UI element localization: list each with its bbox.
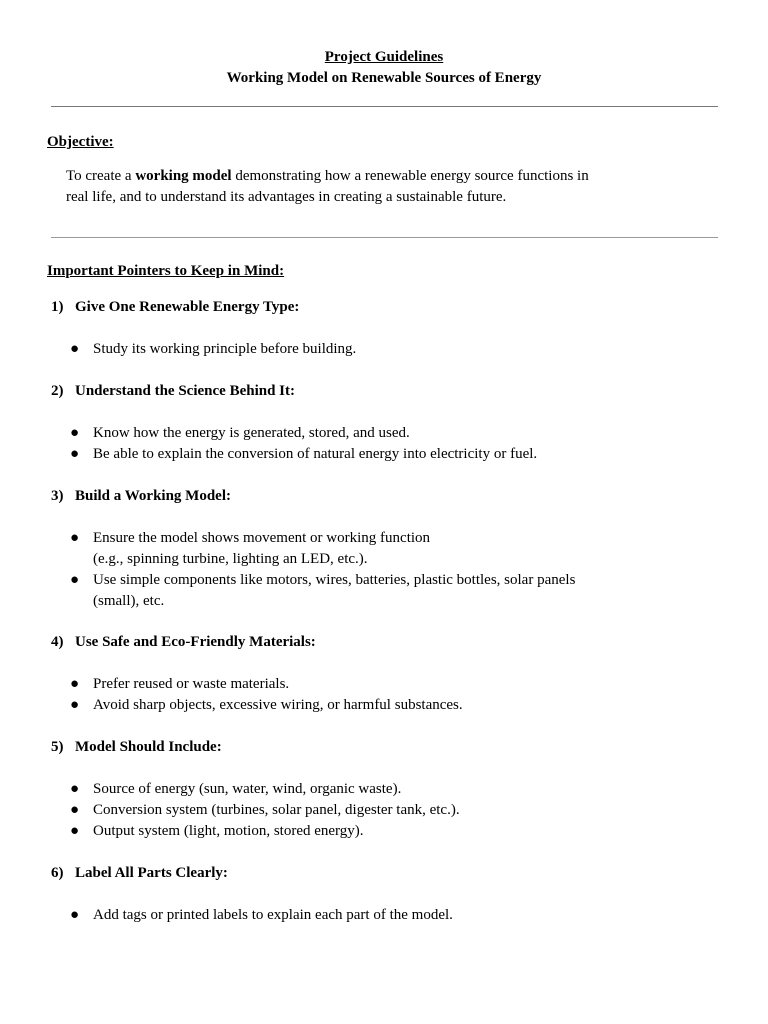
document-subtitle: Working Model on Renewable Sources of Energy [226, 70, 542, 86]
list-item-line: Ensure the model shows movement or working function [93, 530, 431, 546]
bullet-icon: ● [70, 781, 80, 797]
pointer-title: Label All Parts Clearly: [75, 865, 228, 881]
list-item-text [93, 800, 683, 821]
bullet-icon: ● [70, 530, 80, 546]
list-item-line: Conversion system (turbines, solar panel, digester tank, etc.). [93, 802, 460, 818]
list-item-text [93, 339, 683, 360]
pointer-heading [51, 632, 316, 652]
pointer-number: 4) [51, 634, 64, 650]
list-item-line: Add tags or printed labels to explain each part of the model. [93, 907, 453, 923]
list-item-line: Avoid sharp objects, excessive wiring, or harmful substances. [93, 697, 463, 713]
pointer-heading [51, 297, 299, 317]
list-item-text [93, 528, 683, 570]
list-item-line: Source of energy (sun, water, wind, organic waste). [93, 781, 402, 797]
list-item-line: Study its working principle before building. [93, 341, 357, 357]
bullet-icon: ● [70, 572, 80, 588]
list-item-line: (e.g., spinning turbine, lighting an LED, etc.). [93, 551, 368, 567]
pointer-number: 6) [51, 865, 64, 881]
list-item-text [93, 423, 683, 444]
pointer-title: Build a Working Model: [75, 488, 232, 504]
objective-text-line2: real life, and to understand its advantages in creating a sustainable future. [66, 189, 507, 205]
list-item-text [93, 821, 683, 842]
list-item-text [93, 779, 683, 800]
bullet-icon: ● [70, 907, 80, 923]
bullet-icon: ● [70, 341, 80, 357]
list-item-line: Use simple components like motors, wires, batteries, plastic bottles, solar panels [93, 572, 576, 588]
bullet-icon: ● [70, 823, 80, 839]
header-divider [51, 106, 718, 107]
objective-heading: Objective: [47, 134, 114, 150]
pointer-heading [51, 737, 222, 757]
objective-text-line1-end: demonstrating how a renewable energy source functions in [231, 168, 589, 184]
pointer-heading [51, 863, 228, 883]
list-item-text [93, 444, 683, 465]
pointer-number: 5) [51, 739, 64, 755]
document-title: Project Guidelines [324, 49, 444, 65]
list-item-text [93, 905, 683, 926]
list-item-line: (small), etc. [93, 593, 165, 609]
pointer-number: 1) [51, 299, 64, 315]
bullet-icon: ● [70, 676, 80, 692]
list-item-line: Prefer reused or waste materials. [93, 676, 290, 692]
pointer-heading [51, 486, 231, 506]
list-item-text [93, 570, 683, 612]
pointer-number: 2) [51, 383, 64, 399]
pointer-title: Model Should Include: [75, 739, 222, 755]
pointer-title: Give One Renewable Energy Type: [75, 299, 300, 315]
pointers-heading: Important Pointers to Keep in Mind: [47, 263, 285, 279]
section-divider [51, 237, 718, 238]
objective-text-start: To create a [66, 168, 136, 184]
bullet-icon: ● [70, 802, 80, 818]
list-item-text [93, 674, 683, 695]
pointer-heading [51, 381, 295, 401]
objective-paragraph [66, 166, 666, 208]
list-item-line: Output system (light, motion, stored energy). [93, 823, 364, 839]
list-item-text [93, 695, 683, 716]
list-item-line: Be able to explain the conversion of natural energy into electricity or fuel. [93, 446, 538, 462]
bullet-icon: ● [70, 697, 80, 713]
pointer-number: 3) [51, 488, 64, 504]
list-item-line: Know how the energy is generated, stored, and used. [93, 425, 410, 441]
objective-text-bold: working model [135, 168, 232, 184]
bullet-icon: ● [70, 425, 80, 441]
pointer-title: Understand the Science Behind It: [75, 383, 296, 399]
pointer-title: Use Safe and Eco-Friendly Materials: [75, 634, 316, 650]
bullet-icon: ● [70, 446, 80, 462]
